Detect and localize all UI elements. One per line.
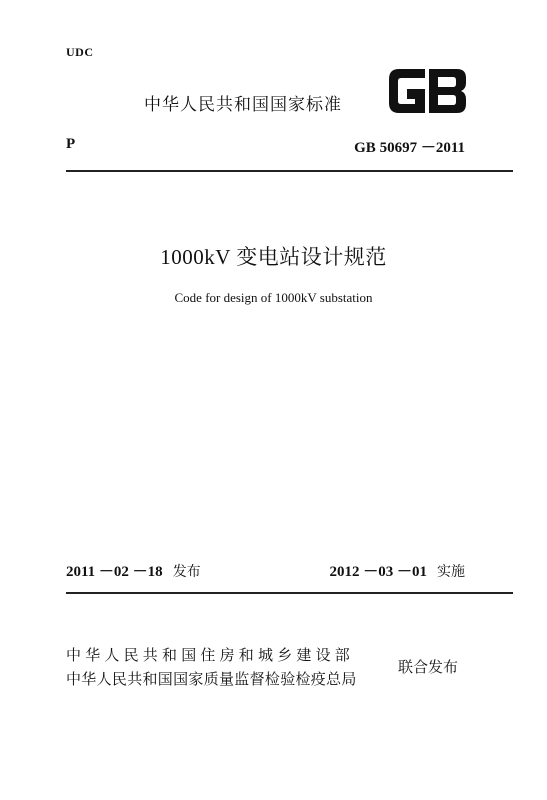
implement-label: 实施 [437, 564, 465, 580]
gb-logo-text: GB [385, 63, 387, 64]
national-standard-heading: 中华人民共和国国家标准 [144, 95, 342, 115]
issue-label: 发布 [172, 564, 201, 580]
udc-label: UDC [66, 45, 94, 59]
issue-date: 2011 －02 －18 [66, 564, 163, 580]
standard-number: GB 50697 －2011 [354, 140, 465, 156]
category-code: P [66, 136, 76, 152]
top-divider [66, 170, 513, 172]
bottom-divider [66, 592, 513, 594]
issuer-aqsiq: 中华人民共和国国家质量监督检验检疫总局 [66, 670, 357, 688]
issuer-ministry-housing: 中华人民共和国住房和城乡建设部 [66, 646, 355, 664]
document-title-english: Code for design of 1000kV substation [174, 290, 373, 305]
implement-date: 2012 －03 －01 [329, 564, 427, 580]
joint-release-label: 联合发布 [398, 658, 459, 676]
document-title-chinese: 1000kV 变电站设计规范 [160, 245, 387, 269]
issue-date-block [66, 560, 201, 581]
gb-logo [385, 63, 470, 119]
implement-date-block [329, 560, 465, 581]
